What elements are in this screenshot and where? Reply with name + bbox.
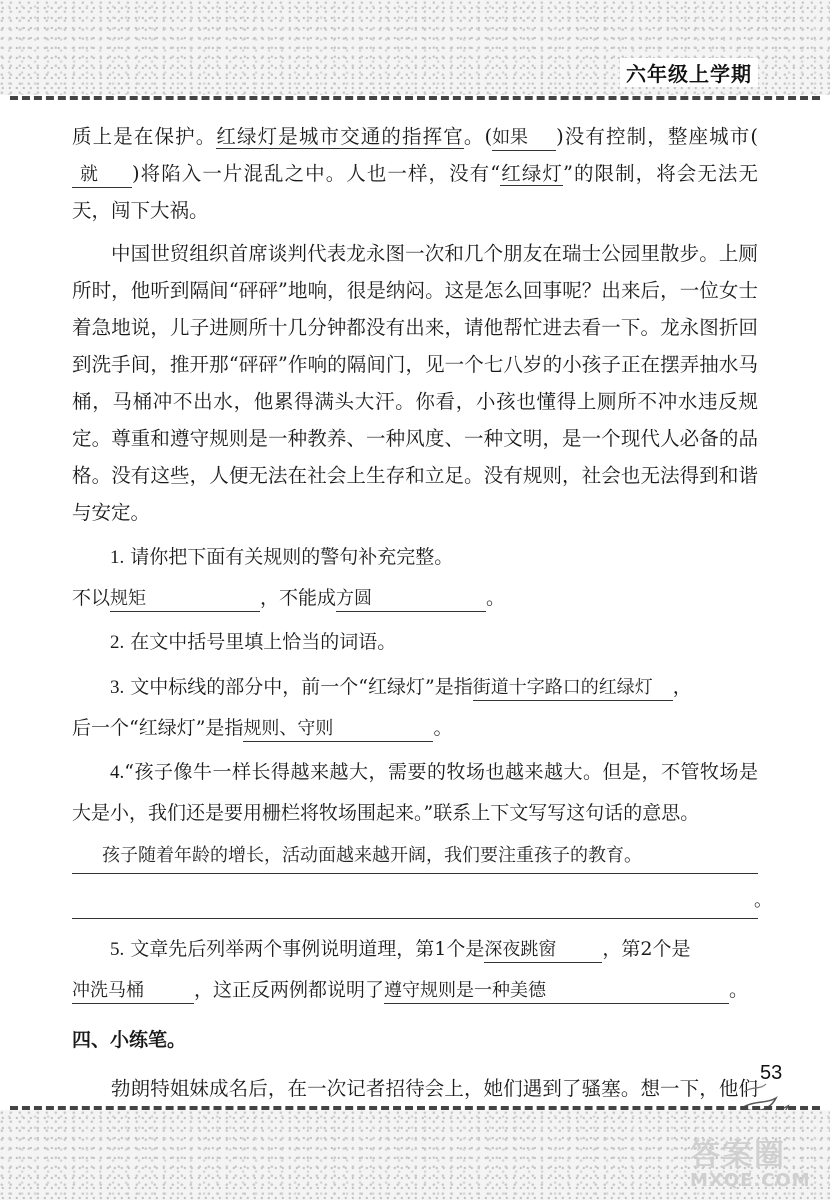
question-3	[72, 667, 758, 708]
question-number: 2.	[110, 632, 125, 653]
answer-mid: ，不能成	[260, 587, 337, 609]
watermark-url: MXQE.COM	[690, 1170, 811, 1191]
question-text: ，这正反两例都说明了	[194, 979, 385, 1001]
underlined-word: 红绿灯	[500, 162, 563, 185]
answer-prefix: 不以	[72, 587, 111, 609]
q1-answer-2[interactable]: 方圆	[336, 585, 486, 612]
q4-answer-line-2[interactable]	[72, 882, 772, 919]
question-5-line-2	[72, 970, 758, 1010]
q5-answer-1[interactable]: 深夜跳窗	[484, 936, 602, 963]
question-text: 请你把下面有关规则的警句补充完整。	[130, 546, 454, 568]
blank-b[interactable]: 就	[72, 161, 132, 188]
question-number: 4.	[110, 762, 125, 783]
passage-text: ”的限制，将会无法无天，闯下大祸。	[72, 162, 758, 222]
blank-a[interactable]: 如果	[492, 124, 556, 151]
underlined-sentence: 红绿灯是城市交通的指挥官	[216, 125, 464, 148]
question-text: 文章先后列举两个事例说明道理，第1个是	[130, 938, 485, 960]
question-3-line-2	[72, 708, 758, 748]
section-4-prompt: 勃朗特姐妹成名后，在一次记者招待会上，她们遇到了骚塞。想一下，他们	[111, 1077, 758, 1100]
passage-paragraph-2: 中国世贸组织首席谈判代表龙永图一次和几个朋友在瑞士公园里散步。上厕所时，他听到隔间“砰砰”地响，很是纳闷。这是怎么回事呢？出来后，一位女士着急地说，儿子进厕所十几分钟都没有出来，请他帮忙进去看一下。龙永图折回到洗手间，推开那“砰砰”作响的隔间门，见一个七八岁的小孩子正在摆弄抽水马桶，马桶冲不出水，他累得满头大汗。你看，小孩也懂得上厕所不冲水违反规定。尊重和遵守规则是一种教养、一种风度、一种文明，是一个现代人必备的品格。没有这些，人便无法在社会上生存和立足。没有规则，社会也无法得到和谐与安定。	[72, 242, 758, 524]
q3-answer-2[interactable]: 规则、守则	[243, 715, 433, 742]
q4-answer-line-1[interactable]: 孩子随着年龄的增长，活动面越来越开阔，我们要注重孩子的教育。	[72, 837, 758, 874]
question-text: “孩子像牛一样长得越来越大，需要的牧场也越来越大。但是，不管牧场是大是小，我们还是要用栅栏将牧场围起来。”联系上下文写写这句话的意思。	[72, 761, 758, 824]
site-watermark	[690, 1130, 811, 1191]
question-2	[72, 622, 758, 663]
question-4	[72, 752, 758, 833]
question-number: 1.	[110, 547, 125, 568]
question-1	[72, 537, 758, 578]
question-5	[72, 929, 758, 970]
header-divider	[10, 96, 820, 100]
q3-answer-1[interactable]: 街道十字路口的红绿灯	[473, 674, 673, 701]
section-4-heading: 四、小练笔。	[72, 1029, 187, 1051]
page-number: 53	[760, 1062, 783, 1084]
question-text: 文中标线的部分中，前一个“红绿灯”是指	[130, 676, 473, 698]
question-1-answer-line	[72, 578, 758, 618]
q1-answer-1[interactable]: 规矩	[110, 585, 260, 612]
answer-end: 。	[729, 979, 749, 1001]
passage-text: )没有控制，整座城市(	[556, 125, 758, 148]
answer-mid: ，	[672, 676, 692, 698]
passage-text: )将陷入一片混乱之中。人也一样，没有“	[132, 162, 501, 185]
q5-answer-2[interactable]: 冲洗马桶	[72, 977, 194, 1004]
answer-mid: ，第2个是	[602, 938, 691, 960]
passage-text: 。(	[463, 125, 493, 148]
question-number: 5.	[110, 939, 125, 960]
passage-paragraph-1	[72, 118, 758, 229]
passage-text: 质上是在保护。	[72, 125, 217, 148]
watermark-logo-text: 答案圈	[690, 1138, 786, 1173]
question-text: 在文中括号里填上恰当的词语。	[130, 631, 397, 653]
page-header-title: 六年级上学期	[620, 58, 758, 87]
answer-end: 。	[433, 717, 453, 739]
answer-end: 。	[754, 890, 772, 910]
q5-answer-3[interactable]: 遵守规则是一种美德	[384, 977, 729, 1004]
question-number: 3.	[110, 677, 125, 698]
answer-end: 。	[486, 587, 506, 609]
question-text: 后一个“红绿灯”是指	[72, 717, 244, 739]
